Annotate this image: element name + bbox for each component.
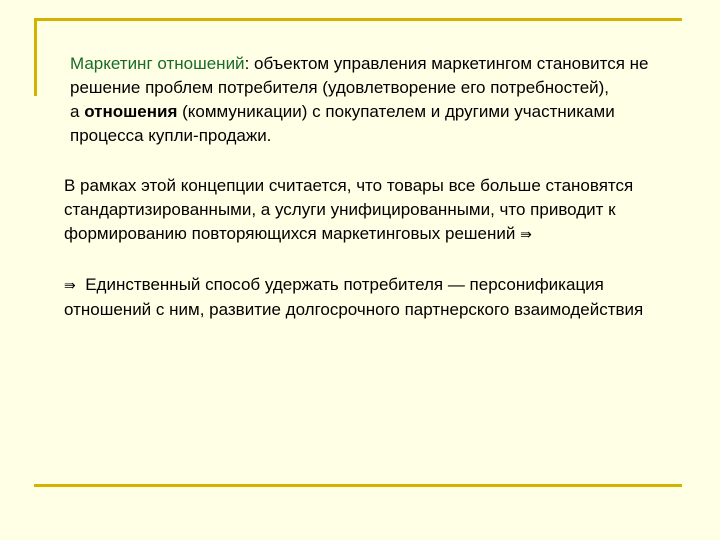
term-highlight: Маркетинг отношений [70,54,245,73]
spacer [64,148,674,174]
arrow-icon: ⇛ [64,278,76,294]
top-rule [34,18,682,21]
spacer [64,247,674,273]
arrow-icon: ⇛ [520,227,532,243]
paragraph-1 [64,52,674,100]
paragraph-1-text: : объектом управления маркетингом становится не решение проблем потребителя (удовлетворение его потребностей), [70,54,649,97]
paragraph-3 [64,174,674,247]
slide-body [64,52,674,322]
paragraph-2-text: (коммуникации) с покупателем и другими участниками процесса купли-продажи. [70,102,615,145]
paragraph-2-bold: отношения [84,102,178,121]
paragraph-4-text: Единственный способ удержать потребителя — персонификация отношений с ним, развитие долгосрочного партнерского взаимодействия [64,275,644,319]
paragraph-4 [64,273,674,322]
paragraph-2-prefix: а [70,102,85,121]
bottom-rule [34,484,682,487]
left-rule [34,18,37,96]
paragraph-2 [64,100,674,148]
paragraph-3-text: В рамках этой концепции считается, что товары все больше становятся стандартизированными, а услуги унифицированными, что приводит к формированию повторяющихся маркетинговых решений [64,176,634,243]
